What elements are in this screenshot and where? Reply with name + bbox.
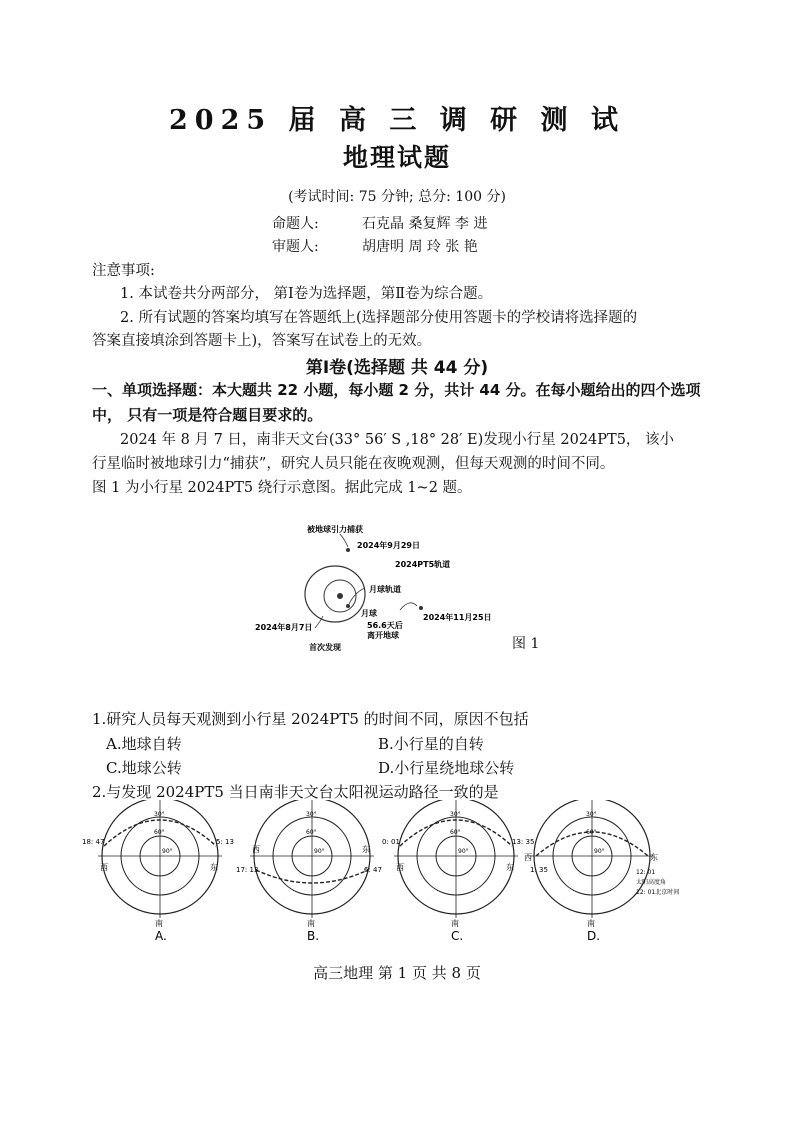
- legend-sun-altitude: 太阳高度角: [636, 879, 667, 886]
- question-1-option-a: A.地球自转: [106, 735, 182, 753]
- right-time-label: 13: 35: [512, 838, 535, 846]
- south-label: 南: [307, 919, 315, 928]
- authors-label: 命题人:: [272, 216, 319, 232]
- alt60-label: 60°: [306, 829, 317, 836]
- west-label: 西: [524, 853, 532, 862]
- reviewers: 胡唐明 周 玲 张 艳: [362, 239, 478, 255]
- exam-subtitle: 地理试题: [342, 143, 451, 172]
- left-time-label: 1: 35: [530, 866, 548, 874]
- moon-dot: [346, 604, 350, 608]
- section-instruction-cont: 中， 只有一项是符合题目要求的。: [92, 406, 323, 424]
- option-letter: D.: [587, 929, 601, 940]
- question-1-option-b: B.小行星的自转: [378, 735, 484, 753]
- question-1-option-d: D.小行星绕地球公转: [378, 759, 515, 777]
- west-label: 西: [100, 863, 108, 872]
- alt90-label: 90°: [314, 848, 325, 855]
- south-label: 南: [451, 919, 459, 928]
- sun-path-diagram-d: [524, 800, 679, 940]
- sep29-dot: [346, 548, 350, 552]
- label-moon-orbit: 月球轨道: [369, 585, 401, 594]
- alt60-label: 60°: [450, 829, 461, 836]
- earth-dot: [337, 593, 343, 599]
- option-letter: A.: [155, 929, 167, 940]
- east-label: 东: [210, 863, 218, 872]
- label-days-1: 56.6天后: [367, 621, 403, 630]
- alt90-label: 90°: [458, 848, 469, 855]
- passage-line-2: 行星临时被地球引力“捕获”，研究人员只能在夜晚观测，但每天观测的时间不同。: [92, 456, 615, 472]
- alt90-label: 90°: [594, 848, 605, 855]
- section-heading: 第Ⅰ卷(选择题 共 44 分): [305, 358, 489, 378]
- option-letter: C.: [451, 929, 464, 940]
- page-footer: 高三地理 第 1 页 共 8 页: [313, 964, 481, 982]
- sun-path-diagram-c: [382, 800, 534, 940]
- west-label: 西: [252, 845, 260, 854]
- passage-line-1: 2024 年 8 月 7 日，南非天文台(33° 56′ S ,18° 28′ E)发现小行星 2024PT5， 该小: [120, 432, 675, 448]
- label-nov25: 2024年11月25日: [423, 613, 492, 622]
- question-1-stem: 1.研究人员每天观测到小行星 2024PT5 的时间不同，原因不包括: [92, 710, 529, 728]
- right-time-label: 6: 47: [364, 866, 382, 874]
- passage-line-3: 图 1 为小行星 2024PT5 绕行示意图。据此完成 1~2 题。: [92, 480, 472, 496]
- notes-item-2-cont: 答案直接填涂到答题卡上)，答案写在试卷上的无效。: [92, 333, 432, 349]
- label-pt5-orbit: 2024PT5轨道: [395, 560, 451, 569]
- nov25-dot: [419, 606, 423, 610]
- label-aug7: 2024年8月7日: [255, 623, 313, 632]
- departure-arrow: [400, 603, 417, 610]
- notes-heading: 注意事项:: [92, 263, 155, 279]
- alt30-label: 30°: [154, 811, 165, 818]
- section-instruction: 一、单项选择题：本大题共 22 小题，每小题 2 分，共计 44 分。在每小题给出的四个选项: [92, 381, 701, 399]
- capture-arrow: [340, 534, 348, 547]
- legend-beijing-time: 12: 01北京时间: [636, 889, 680, 896]
- authors: 石克晶 桑复辉 李 进: [362, 216, 488, 232]
- reviewers-label: 审题人:: [272, 239, 319, 255]
- label-captured: 被地球引力捕获: [307, 525, 363, 534]
- label-sep29: 2024年9月29日: [357, 541, 420, 550]
- notes-item-1: 1. 本试卷共分两部分， 第Ⅰ卷为选择题，第Ⅱ卷为综合题。: [120, 286, 493, 302]
- label-moon: 月球: [361, 609, 377, 618]
- sun-path-diagrams: [80, 800, 730, 940]
- right-time-label: 12: 01: [636, 869, 656, 876]
- option-letter: B.: [307, 929, 320, 940]
- left-time-label: 18: 47: [82, 838, 105, 846]
- alt30-label: 30°: [586, 811, 597, 818]
- left-time-label: 0: 01: [382, 838, 400, 846]
- alt60-label: 60°: [586, 829, 597, 836]
- left-time-label: 17: 13: [236, 866, 259, 874]
- sun-path-diagram-a: [82, 800, 234, 940]
- alt30-label: 30°: [306, 811, 317, 818]
- label-days-2: 离开地球: [367, 631, 399, 640]
- alt30-label: 30°: [450, 811, 461, 818]
- exam-title: 2025 届 高 三 调 研 测 试: [169, 105, 625, 136]
- east-label: 东: [362, 845, 370, 854]
- west-label: 西: [396, 863, 404, 872]
- question-2-stem: 2.与发现 2024PT5 当日南非天文台太阳视运动路径一致的是: [92, 783, 499, 801]
- east-label: 东: [650, 853, 658, 862]
- alt60-label: 60°: [154, 829, 165, 836]
- east-label: 东: [506, 863, 514, 872]
- south-label: 南: [587, 919, 595, 928]
- figure-1-orbit-diagram: [245, 510, 555, 660]
- moon-orbit-pointer: [349, 588, 365, 604]
- alt90-label: 90°: [162, 848, 173, 855]
- south-label: 南: [155, 919, 163, 928]
- sun-path-diagram-b: [236, 800, 382, 940]
- right-time-label: 5: 13: [216, 838, 234, 846]
- notes-item-2: 2. 所有试题的答案均填写在答题纸上(选择题部分使用答题卡的学校请将选择题的: [120, 310, 638, 326]
- question-1-option-c: C.地球公转: [106, 759, 182, 777]
- label-first-found: 首次发现: [309, 643, 341, 652]
- exam-info: (考试时间: 75 分钟; 总分: 100 分): [288, 189, 506, 205]
- figure-1-caption: 图 1: [512, 636, 540, 652]
